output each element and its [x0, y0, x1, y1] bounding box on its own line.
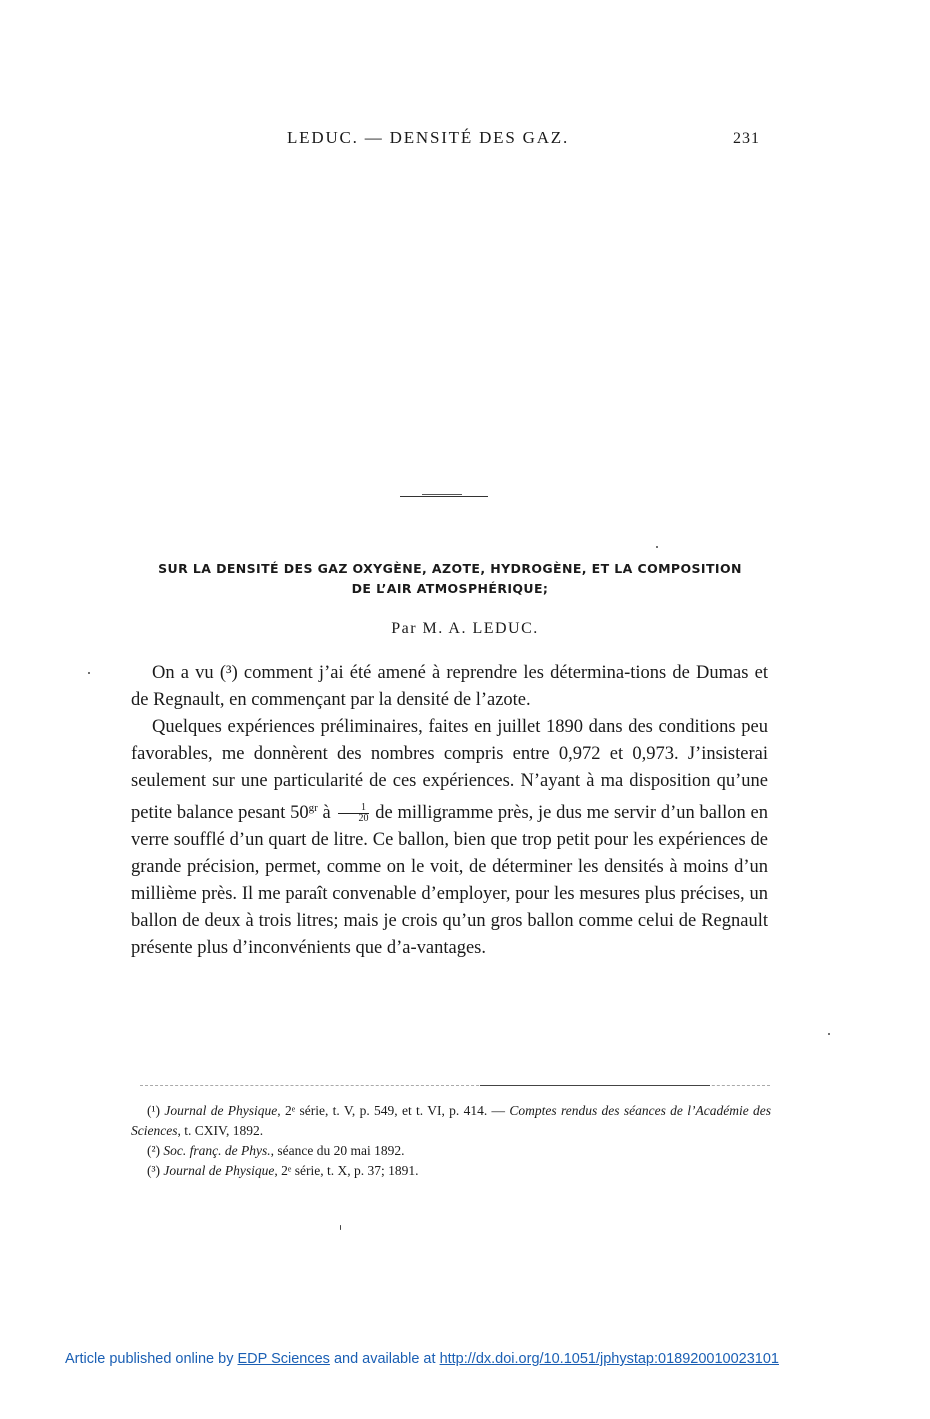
paragraph-2-at: à — [317, 803, 336, 824]
publication-footer — [65, 1351, 779, 1367]
footnote-1-comptes-rendus: Comptes rendus des séances de l’Académie des Sciences — [131, 1103, 771, 1138]
fraction-numerator: 1 — [338, 803, 369, 814]
title-ornament — [400, 496, 488, 497]
footnotes — [131, 1101, 771, 1181]
footnote-1 — [131, 1101, 771, 1141]
scan-speck — [828, 1033, 830, 1035]
footnote-3-text: , 2ᵉ série, t. X, p. 37; 1891. — [274, 1163, 419, 1178]
paragraph-2 — [131, 714, 768, 962]
footer-middle: and available at — [329, 1351, 440, 1367]
article-body — [131, 660, 768, 962]
paragraph-2-part-2: de milligramme près, je dus me servir d’un ballon en verre soufflé d’un quart de litre. Ce ballon, bien que trop petit pour les expériences de grande précision, permet, comme on le voit, de déterminer les densités à moins d’un millième près. Il me paraît convenable d’employer, pour les mesures plus précises, un ballon de deux à trois litres; mais je crois qu’un gros ballon comme celui de Regnault présente plus d’inconvénients que d’a-vantages. — [131, 803, 768, 959]
footnote-1-text: , 2ᵉ série, t. V, p. 549, et t. VI, p. 414. — — [277, 1103, 510, 1118]
page-number: 231 — [733, 130, 760, 147]
footnote-1-mark: (¹) — [147, 1103, 165, 1118]
paragraph-2-part-1: Quelques expériences préliminaires, faites en juillet 1890 dans des conditions peu favorables, me donnèrent des nombres compris entre 0,972 et 0,973. J’insisterai seulement sur une particularité de ces expériences. N’ayant à ma disposition qu’une petite balance pesant 50 — [131, 717, 768, 824]
publisher-link[interactable]: EDP Sciences — [237, 1351, 330, 1367]
paragraph-1: On a vu (³) comment j’ai été amené à reprendre les détermina-tions de Dumas et de Regnault, en commençant par la densité de l’azote. — [131, 663, 768, 710]
fraction — [338, 803, 369, 824]
article-title-line-1: SUR LA DENSITÉ DES GAZ OXYGÈNE, AZOTE, HYDROGÈNE, ET LA COMPOSITION — [158, 561, 742, 576]
footnote-2-text: , séance du 20 mai 1892. — [270, 1143, 405, 1158]
footnote-2 — [131, 1141, 771, 1161]
fraction-denominator: 20 — [358, 813, 369, 825]
footnote-3-mark: (³) — [147, 1163, 164, 1178]
scan-speck — [340, 1225, 341, 1230]
scan-speck — [88, 672, 90, 674]
footnote-3-source: Journal de Physique — [163, 1163, 275, 1178]
running-head-title: LEDUC. — DENSITÉ DES GAZ. — [287, 128, 570, 147]
article-title-line-2: DE L’AIR ATMOSPHÉRIQUE; — [351, 581, 549, 596]
scan-speck — [656, 546, 658, 548]
article-author: Par M. A. LEDUC. — [391, 620, 539, 637]
unit-superscript: gr — [308, 802, 318, 814]
footnote-2-mark: (²) — [147, 1143, 164, 1158]
footnote-1-tail: , t. CXIV, 1892. — [177, 1123, 264, 1138]
footnote-1-source: Journal de Physique — [164, 1103, 278, 1118]
footnote-3 — [131, 1161, 771, 1181]
article-title — [120, 559, 780, 599]
footer-prefix: Article published online by — [65, 1351, 238, 1367]
doi-link[interactable]: http://dx.doi.org/10.1051/jphystap:018920010023101 — [439, 1351, 779, 1367]
footnote-rule — [140, 1085, 770, 1086]
running-head — [0, 128, 930, 152]
footnote-2-source: Soc. franç. de Phys. — [163, 1143, 271, 1158]
